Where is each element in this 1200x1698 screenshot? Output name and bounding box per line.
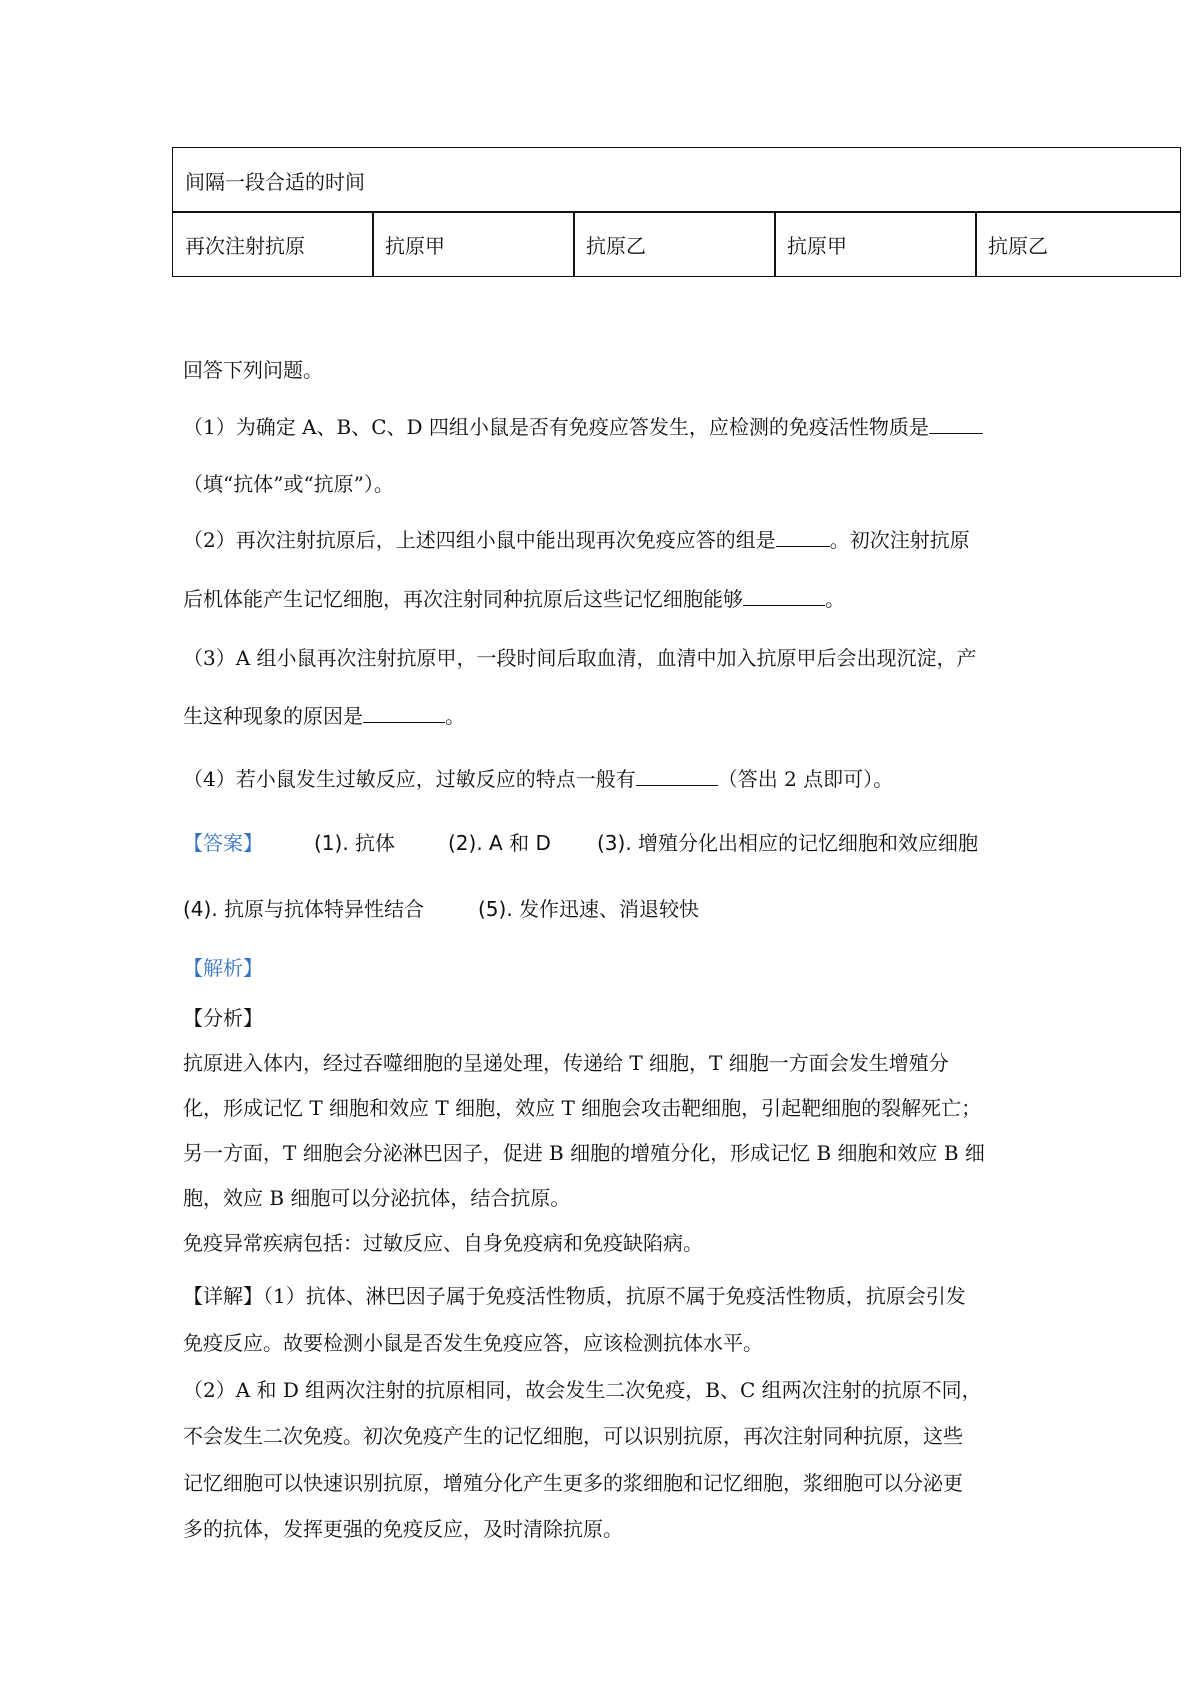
- analysis-line: 胞，效应 B 细胞可以分泌抗体，结合抗原。: [183, 1186, 571, 1210]
- question-1-line-a: （1）为确定 A、B、C、D 四组小鼠是否有免疫应答发生，应检测的免疫活性物质是: [183, 411, 983, 440]
- answer-item-4: (4). 抗原与抗体特异性结合: [183, 897, 425, 921]
- answer-blank: [776, 545, 830, 547]
- detail-line: 不会发生二次免疫。初次免疫产生的记忆细胞，可以识别抗原，再次注射同种抗原，这些: [183, 1424, 963, 1448]
- analysis-label: 【解析】: [183, 956, 263, 980]
- table-cell: 抗原甲: [372, 211, 575, 277]
- question-3-line-a: （3）A 组小鼠再次注射抗原甲，一段时间后取血清，血清中加入抗原甲后会出现沉淀，产: [183, 646, 977, 670]
- answer-item-5: (5). 发作迅速、消退较快: [478, 897, 700, 921]
- answer-blank: [929, 432, 983, 434]
- detail-line: 免疫反应。故要检测小鼠是否发生免疫应答，应该检测抗体水平。: [183, 1331, 763, 1355]
- intro-text: 回答下列问题。: [183, 358, 323, 382]
- detail-line: 记忆细胞可以快速识别抗原，增殖分化产生更多的浆细胞和记忆细胞，浆细胞可以分泌更: [183, 1471, 963, 1495]
- table-cell: 抗原乙: [975, 211, 1181, 277]
- answer-item-3: (3). 增殖分化出相应的记忆细胞和效应细胞: [597, 831, 979, 855]
- answer-label: 【答案】: [183, 831, 263, 855]
- question-3-line-b: 生这种现象的原因是 。: [183, 704, 465, 728]
- detail-line: （2）A 和 D 组两次注射的抗原相同，故会发生二次免疫，B、C 组两次注射的抗原不同，: [183, 1378, 982, 1402]
- answer-item-1: (1). 抗体: [314, 831, 396, 855]
- table-row-interval: [172, 147, 1181, 213]
- table-cell: 再次注射抗原: [172, 211, 374, 277]
- table-cell: 抗原甲: [774, 211, 977, 277]
- interval-text: 间隔一段合适的时间: [185, 169, 365, 194]
- table-cell: 抗原乙: [573, 211, 776, 277]
- experiment-table: [172, 147, 1181, 277]
- analysis-line: 另一方面，T 细胞会分泌淋巴因子，促进 B 细胞的增殖分化，形成记忆 B 细胞和效应 B 细: [183, 1141, 985, 1165]
- question-2-line-a: （2）再次注射抗原后，上述四组小鼠中能出现再次免疫应答的组是 。初次注射抗原: [183, 528, 970, 552]
- answer-blank: [636, 784, 718, 786]
- answer-item-2: (2). A 和 D: [448, 831, 551, 855]
- detail-line: 多的抗体，发挥更强的免疫反应，及时清除抗原。: [183, 1517, 623, 1541]
- detail-label: 【详解】: [183, 1284, 263, 1308]
- analysis-line: 抗原进入体内，经过吞噬细胞的呈递处理，传递给 T 细胞，T 细胞一方面会发生增殖分: [183, 1051, 949, 1075]
- question-2-line-b: 后机体能产生记忆细胞，再次注射同种抗原后这些记忆细胞能够 。: [183, 587, 845, 611]
- detail-line-first: 【详解】（1）抗体、淋巴因子属于免疫活性物质，抗原不属于免疫活性物质，抗原会引发: [183, 1284, 966, 1308]
- analysis-line: 化，形成记忆 T 细胞和效应 T 细胞，效应 T 细胞会攻击靶细胞，引起靶细胞的裂解死亡；: [183, 1096, 982, 1120]
- analysis-sub-label: 【分析】: [183, 1006, 263, 1030]
- answer-blank: [363, 721, 445, 723]
- question-1-line-b: （填“抗体”或“抗原”）。: [183, 472, 394, 496]
- analysis-line: 免疫异常疾病包括：过敏反应、自身免疫病和免疫缺陷病。: [183, 1231, 703, 1255]
- answer-blank: [743, 604, 825, 606]
- question-4-line: （4）若小鼠发生过敏反应，过敏反应的特点一般有 （答出 2 点即可）。: [183, 767, 894, 791]
